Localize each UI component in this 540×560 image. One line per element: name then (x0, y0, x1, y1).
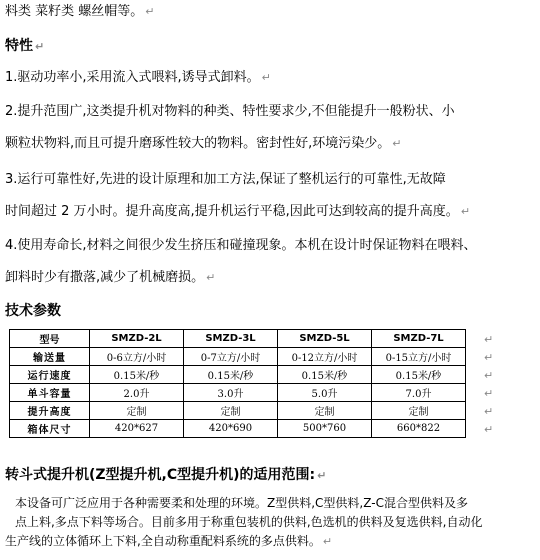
feature-2-line-2: 颗粒状物料,而且可提升磨琢性较大的物料。密封性好,环境污染少。 ↵ (5, 136, 402, 151)
row-label: 输送量 (10, 348, 90, 366)
header-model: 型号 (10, 330, 90, 348)
feature-4-line-1: 4.使用寿命长,材料之间很少发生挤压和碰撞现象。本机在设计时保证物料在喂料、 (5, 238, 477, 253)
spec-row-bucket-volume (10, 384, 466, 402)
paragraph-mark: ↵ (460, 205, 471, 218)
paragraph-mark: ↵ (484, 405, 494, 418)
features-heading: 特性 ↵ (5, 38, 45, 54)
paragraph-mark: ↵ (261, 71, 271, 84)
table-cell: 定制 (184, 402, 278, 420)
intro-line: 料类 菜籽类 螺丝帽等。 ↵ (5, 4, 155, 19)
applications-heading: 转斗式提升机(Z型提升机,C型提升机)的适用范围: ↵ (5, 467, 327, 483)
applications-line-3: 生产线的立体循环上下料,全自动称重配料系统的多点供料。 ↵ (5, 534, 333, 548)
table-cell: 0-15立方/小时 (372, 348, 466, 366)
paragraph-mark: ↵ (317, 469, 327, 482)
table-cell: 660*822 (372, 420, 466, 438)
spec-row-capacity (10, 348, 466, 366)
table-cell: 定制 (372, 402, 466, 420)
row-label: 箱体尺寸 (10, 420, 90, 438)
feature-1: 1.驱动功率小,采用流入式喂料,诱导式卸料。 ↵ (5, 70, 271, 85)
paragraph-mark: ↵ (484, 333, 494, 346)
table-cell: 420*690 (184, 420, 278, 438)
table-cell: 0-7立方/小时 (184, 348, 278, 366)
paragraph-mark: ↵ (392, 137, 402, 150)
table-cell: 420*627 (90, 420, 184, 438)
feature-3-line-1: 3.运行可靠性好,先进的设计原理和加工方法,保证了整机运行的可靠性,无故障 (5, 172, 446, 187)
specs-heading: 技术参数 (5, 303, 61, 319)
header-smzd-7l: SMZD-7L (372, 330, 466, 348)
paragraph-mark: ↵ (145, 5, 155, 18)
spec-header-row (10, 330, 466, 348)
table-cell: 0.15米/秒 (184, 366, 278, 384)
table-cell: 7.0升 (372, 384, 466, 402)
row-label: 单斗容量 (10, 384, 90, 402)
table-cell: 500*760 (278, 420, 372, 438)
spec-table (9, 329, 466, 438)
applications-line-1: 本设备可广泛应用于各种需要柔和处理的环境。Z型供料,C型供料,Z-C混合型供料及多 (15, 496, 468, 510)
feature-4-line-2: 卸料时少有撒落,减少了机械磨损。 ↵ (5, 270, 216, 285)
feature-2-line-1: 2.提升范围广,这类提升机对物料的种类、特性要求少,不但能提升一般粉状、小 (5, 104, 455, 119)
header-smzd-5l: SMZD-5L (278, 330, 372, 348)
header-smzd-3l: SMZD-3L (184, 330, 278, 348)
paragraph-mark: ↵ (206, 271, 216, 284)
spec-row-speed (10, 366, 466, 384)
table-cell: 定制 (278, 402, 372, 420)
applications-paragraph (5, 494, 533, 551)
table-cell: 0-12立方/小时 (278, 348, 372, 366)
spec-row-lift-height (10, 402, 466, 420)
table-cell: 定制 (90, 402, 184, 420)
paragraph-mark: ↵ (484, 351, 494, 364)
spec-row-box-size (10, 420, 466, 438)
table-cell: 3.0升 (184, 384, 278, 402)
row-label: 提升高度 (10, 402, 90, 420)
paragraph-mark: ↵ (35, 40, 45, 53)
table-cell: 0.15米/秒 (90, 366, 184, 384)
header-smzd-2l: SMZD-2L (90, 330, 184, 348)
paragraph-mark: ↵ (484, 423, 494, 436)
row-label: 运行速度 (10, 366, 90, 384)
paragraph-mark: ↵ (322, 535, 333, 548)
table-cell: 0.15米/秒 (372, 366, 466, 384)
table-cell: 0-6立方/小时 (90, 348, 184, 366)
table-cell: 0.15米/秒 (278, 366, 372, 384)
table-cell: 5.0升 (278, 384, 372, 402)
table-cell: 2.0升 (90, 384, 184, 402)
applications-line-2: 点上料,多点下料等场合。目前多用于称重包装机的供料,色选机的供料及复选供料,自动化 (15, 515, 483, 529)
paragraph-mark: ↵ (484, 387, 494, 400)
feature-3-line-2: 时间超过 2 万小时。提升高度高,提升机运行平稳,因此可达到较高的提升高度。 ↵ (5, 204, 471, 219)
paragraph-mark: ↵ (484, 369, 494, 382)
